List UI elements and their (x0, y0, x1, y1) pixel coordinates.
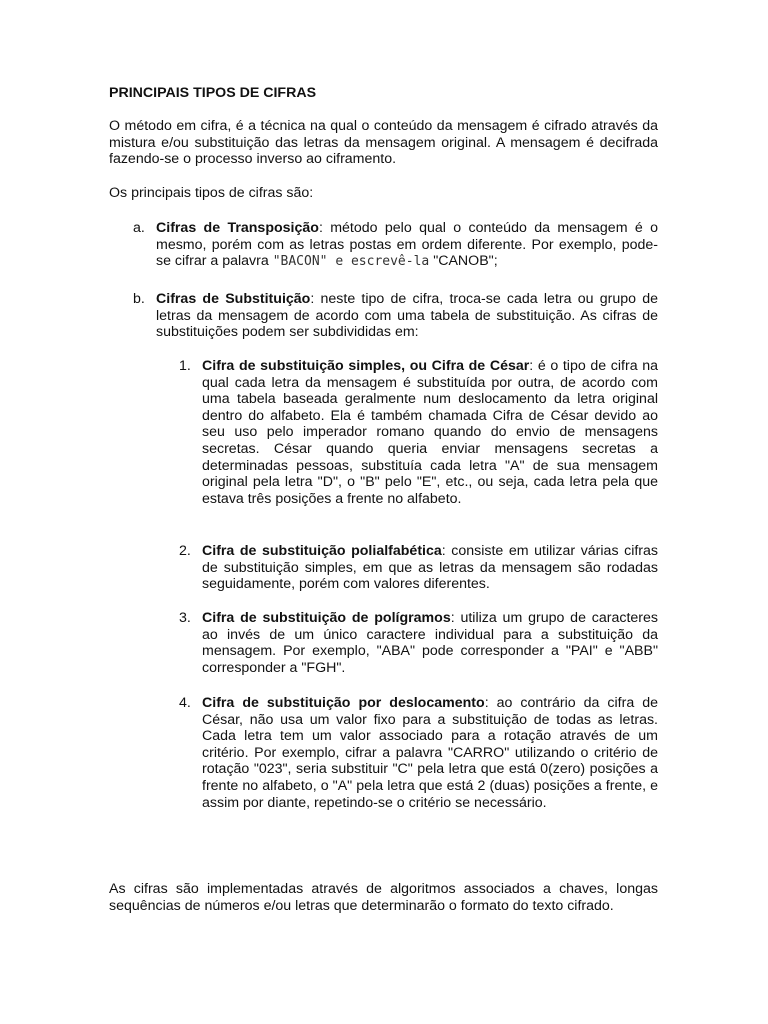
definition-text: : neste tipo de cifra, troca-se cada letra ou grupo de letras da mensagem de acordo com uma tabela de substituição. As cifras de substituições podem ser subdivididas em: (156, 291, 658, 341)
sub-item-text (202, 695, 658, 811)
sub-item-text (202, 610, 658, 676)
closing-paragraph: As cifras são implementadas através de algoritmos associados a chaves, longas sequências de números e/ou letras que determinarão o formato do texto cifrado. (109, 881, 658, 914)
intro-paragraph: O método em cifra, é a técnica na qual o conteúdo da mensagem é cifrado através da mistura e/ou substituição das letras da mensagem original. A mensagem é decifrada fazendo-se o processo inverso ao ciframento. (109, 118, 658, 168)
definition-text: : é o tipo de cifra na qual cada letra da mensagem é substituída por outra, de acordo com uma tabela baseada geralmente num deslocamento da letra original dentro do alfabeto. Ela é também chamada Cifra de César devido ao seu uso pelo imperador romano quando do envio de mensagens secretas. César quando queria enviar mensagens secretas a determinadas pessoas, substituía cada letra "A" de sua mensagem original pela letra "D", o "B" pelo "E", etc., ou seja, cada letra pela que estava três posições a frente no alfabeto. (202, 358, 658, 507)
term-deslocamento: Cifra de substituição por deslocamento (202, 695, 485, 711)
term-polialfabetica: Cifra de substituição polialfabética (202, 543, 442, 559)
definition-text: : método pelo qual o conteúdo da mensagem é o mesmo, porém com as letras postas em ordem diferente. Por exemplo, pode-se cifrar a palavra (156, 220, 658, 270)
list-lead-text: Os principais tipos de cifras são: (109, 185, 314, 201)
sub-list-marker: 3. (179, 610, 191, 626)
list-marker: a. (133, 220, 145, 236)
definition-text: : consiste em utilizar várias cifras de substituição simples, em que as letras da mensagem são rodadas seguidamente, porém com valores diferentes. (202, 543, 658, 593)
definition-text: : utiliza um grupo de caracteres ao invés de um único caractere individual para a substituição da mensagem. Por exemplo, "ABA" pode corresponder a "PAI" e "ABB" corresponder a "FGH". (202, 610, 658, 676)
term-substituicao: Cifras de Substituição (156, 291, 311, 307)
example-text: "BACON" e escrevê-la (272, 254, 430, 270)
term-poligramos: Cifra de substituição de polígramos (202, 610, 451, 626)
term-transposicao: Cifras de Transposição (156, 220, 319, 236)
definition-text: : ao contrário da cifra de César, não usa um valor fixo para a substituição de todas as letras. Cada letra tem um valor associado para a rotação através de um critério. Por exemplo, cifrar a palavra "CARRO" utilizando o critério de rotação "023", seria substituir "C" pela letra que está 0(zero) posições a frente no alfabeto, o "A" pela letra que está 2 (duas) posições a frente, e assim por diante, repetindo-se o critério se necessário. (202, 695, 658, 811)
sub-list-marker: 1. (179, 358, 191, 374)
term-cesar: Cifra de substituição simples, ou Cifra de César (202, 358, 530, 374)
sub-list-marker: 4. (179, 695, 191, 711)
sub-item-text (202, 543, 658, 593)
list-item-text (156, 220, 658, 271)
sub-list-marker: 2. (179, 543, 191, 559)
list-marker: b. (133, 291, 145, 307)
list-item-text (156, 291, 658, 341)
document-title: PRINCIPAIS TIPOS DE CIFRAS (109, 85, 317, 101)
example-result: "CANOB"; (429, 253, 498, 270)
sub-item-text (202, 358, 658, 507)
